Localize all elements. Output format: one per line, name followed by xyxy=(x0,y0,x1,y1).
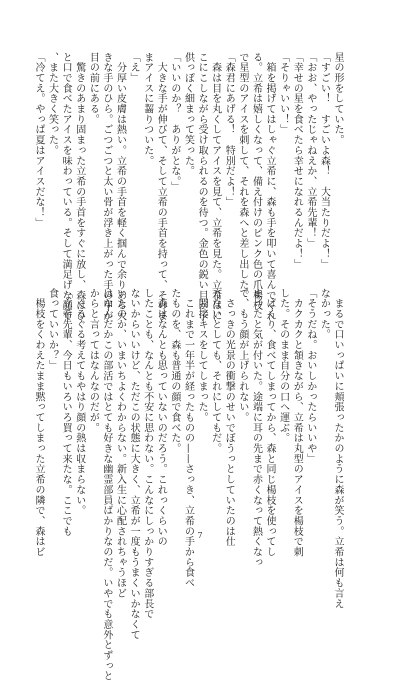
text-line: ないからいいけど、ただこの状態に大きく、立希が一度もうまくいかなくて xyxy=(128,288,140,640)
text-line: 「そりゃいい！」 xyxy=(277,52,289,135)
text-line: で星型のアイスを刺して、それを森へと差し出した。 xyxy=(236,52,248,301)
text-line: 驚きのあまり固まった立希の手首をすぐに放し、森はひ xyxy=(73,52,85,322)
text-line: まったと気が付いた。途端に耳の先まで赤くなって熱くなっ xyxy=(250,288,262,568)
text-line: 「そうだね。おいしかったらいいや」 xyxy=(304,288,316,464)
lower-text-block xyxy=(32,288,344,681)
text-line: きな手のひら。ごつごつと太い骨が浮き上がった手の甲が xyxy=(100,52,112,322)
text-line: まアイスに齧りついた。 xyxy=(141,52,153,166)
text-line: と口で食べたアイスを味わっている。そして満足げな顔で xyxy=(60,52,72,322)
text-line: 「え」 xyxy=(128,52,140,84)
text-line: 分厚い皮膚は熱い。立希の手首を軽く掴んで余りある大 xyxy=(114,52,126,322)
text-line: 大きな手が伸びて、そして立希の手首を持って、そのま xyxy=(155,52,167,322)
text-line: これまで一年半が経ったものの——さっき、立希の手から食べ xyxy=(182,288,194,589)
text-line: 目の前にある。 xyxy=(87,52,99,125)
text-line: る。立希は嬉しくなって、備え付けのピンク色の爪楊枝 xyxy=(250,52,262,311)
text-line: 「いいのか？ ありがとな。」 xyxy=(168,52,180,192)
text-line: した。そのまま自分の口へ運ぶ。 xyxy=(277,288,289,444)
text-line: 「おお、やったじゃねえか、立希先輩！」 xyxy=(304,52,316,249)
text-line: さっきの光景の衝撃のせいでぼうっとしていたのは仕 xyxy=(223,288,235,547)
text-line: からと言ってはなんなのだが。 xyxy=(87,288,99,433)
text-line: 食っていいか？」 xyxy=(46,288,58,371)
text-line: 、また大きく笑った。 xyxy=(46,52,58,156)
text-line: 森は目を丸くしてアイスを見て、立希を見た。立希はに xyxy=(209,52,221,322)
text-line: 供っぽく細まって笑った。 xyxy=(182,52,194,177)
text-line: 方ないとしても、それにしてもだ。 xyxy=(209,288,221,454)
text-line: 間接キスをしてしまった。 xyxy=(196,288,208,423)
text-line: たものを、森も普通の顔で食べた。 xyxy=(168,288,180,454)
text-line: 箱を掲げてはしゃぐ立希に、森も手を叩いて喜んでくれ xyxy=(264,52,276,322)
text-line: 「幸せの星を食べたら幸せになれるんだよ！」 xyxy=(291,52,303,270)
text-line: ばくり、食べてしまってから、森と同じ楊枝を使ってし xyxy=(264,288,276,558)
text-line: ぐるぐる考えてもやはり顔の熱は収まらない。 xyxy=(73,288,85,516)
text-line: こにこしながら受け取られるのを待つ。金色の鋭い目が子 xyxy=(196,52,208,322)
page-number: 7 xyxy=(197,531,203,540)
text-line: て、もう顔が上げられない。 xyxy=(236,288,248,423)
text-line: はなんだかこの部活ではとても好きな幽霊部員ばかりなのだ。いやでも意外とずっと xyxy=(100,288,112,681)
text-line: 「冷てえ。やっぱ夏はアイスだな！」 xyxy=(32,52,44,228)
text-line: なかった。 xyxy=(318,288,330,340)
text-line: 「立希先輩、今日もいろいろ買って来たな。ここでも xyxy=(60,288,72,537)
text-line: いたのか、いまいちよくわからない。新入生に心配されちゃうほど xyxy=(114,288,126,599)
text-line: 「森君にあげる！ 特別だよ！」 xyxy=(223,52,235,208)
text-line: 森はなんとも思っていないのだろう。これっくらいの xyxy=(155,288,167,547)
text-line: 星の形をしていた。 xyxy=(332,52,343,146)
text-line: したことも、なんとも不安に思わない。こんなにしっかりすぎる部長で xyxy=(141,288,153,620)
text-line: カクカクと頷きながら、立希は丸型のアイスを楊枝で刺 xyxy=(291,288,303,558)
text-line: 「すごい！ すごいよ森！ 大当たりだよ！」 xyxy=(318,52,330,270)
text-line: 楊枝をくわえたまま黙ってしまった立希の隣で、森はビ xyxy=(32,288,44,558)
text-line: まるで口いっぱいに頬張ったかのように森が笑う。立希は何も言え xyxy=(332,288,343,609)
